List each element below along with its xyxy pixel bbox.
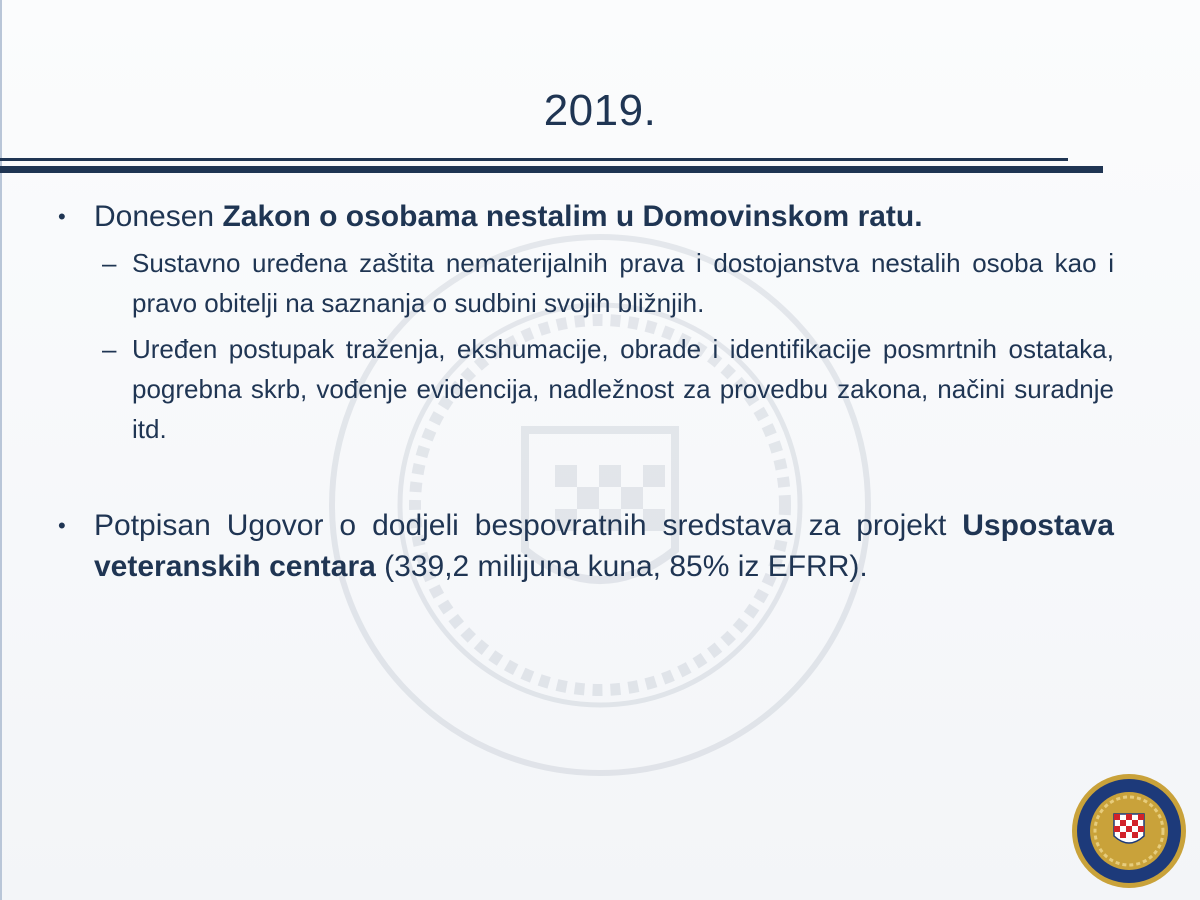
- sub-bullet-item: [102, 243, 1114, 323]
- bullet-item: [58, 505, 1114, 587]
- dash-icon: –: [102, 334, 117, 364]
- ministry-emblem-icon: [1070, 772, 1188, 890]
- title-rule-thin: [0, 158, 1068, 161]
- slide-content: [58, 196, 1114, 587]
- bullet-dot-icon: •: [58, 513, 66, 538]
- bullet-bold-text: Zakon o osobama nestalim u Domovinskom ratu.: [222, 200, 923, 233]
- title-rule-thick: [0, 166, 1103, 173]
- bullet-item: [58, 196, 1114, 237]
- bullet-text: Potpisan Ugovor o dodjeli bespovratnih sredstava za projekt: [94, 509, 963, 542]
- slide-title: 2019.: [543, 86, 657, 135]
- sub-bullet-text: Uređen postupak traženja, ekshumacije, obrade i identifikacije posmrtnih ostataka, pogrebna skrb, vođenje evidencija, nadležnost za provedbu zakona, načini suradnje itd.: [132, 334, 1114, 444]
- bullet-text: Donesen: [94, 200, 223, 233]
- sub-bullet-item: [102, 329, 1114, 449]
- bullet-bold-text: Uspostava veteranskih centara: [94, 509, 1114, 583]
- bullet-dot-icon: •: [58, 204, 66, 229]
- sub-bullet-text: Sustavno uređena zaštita nematerijalnih prava i dostojanstva nestalih osoba kao i pravo obitelji na saznanja o sudbini svojih bližnjih.: [132, 248, 1114, 318]
- bullet-text: (339,2 milijuna kuna, 85% iz EFRR).: [375, 550, 868, 583]
- dash-icon: –: [102, 248, 117, 278]
